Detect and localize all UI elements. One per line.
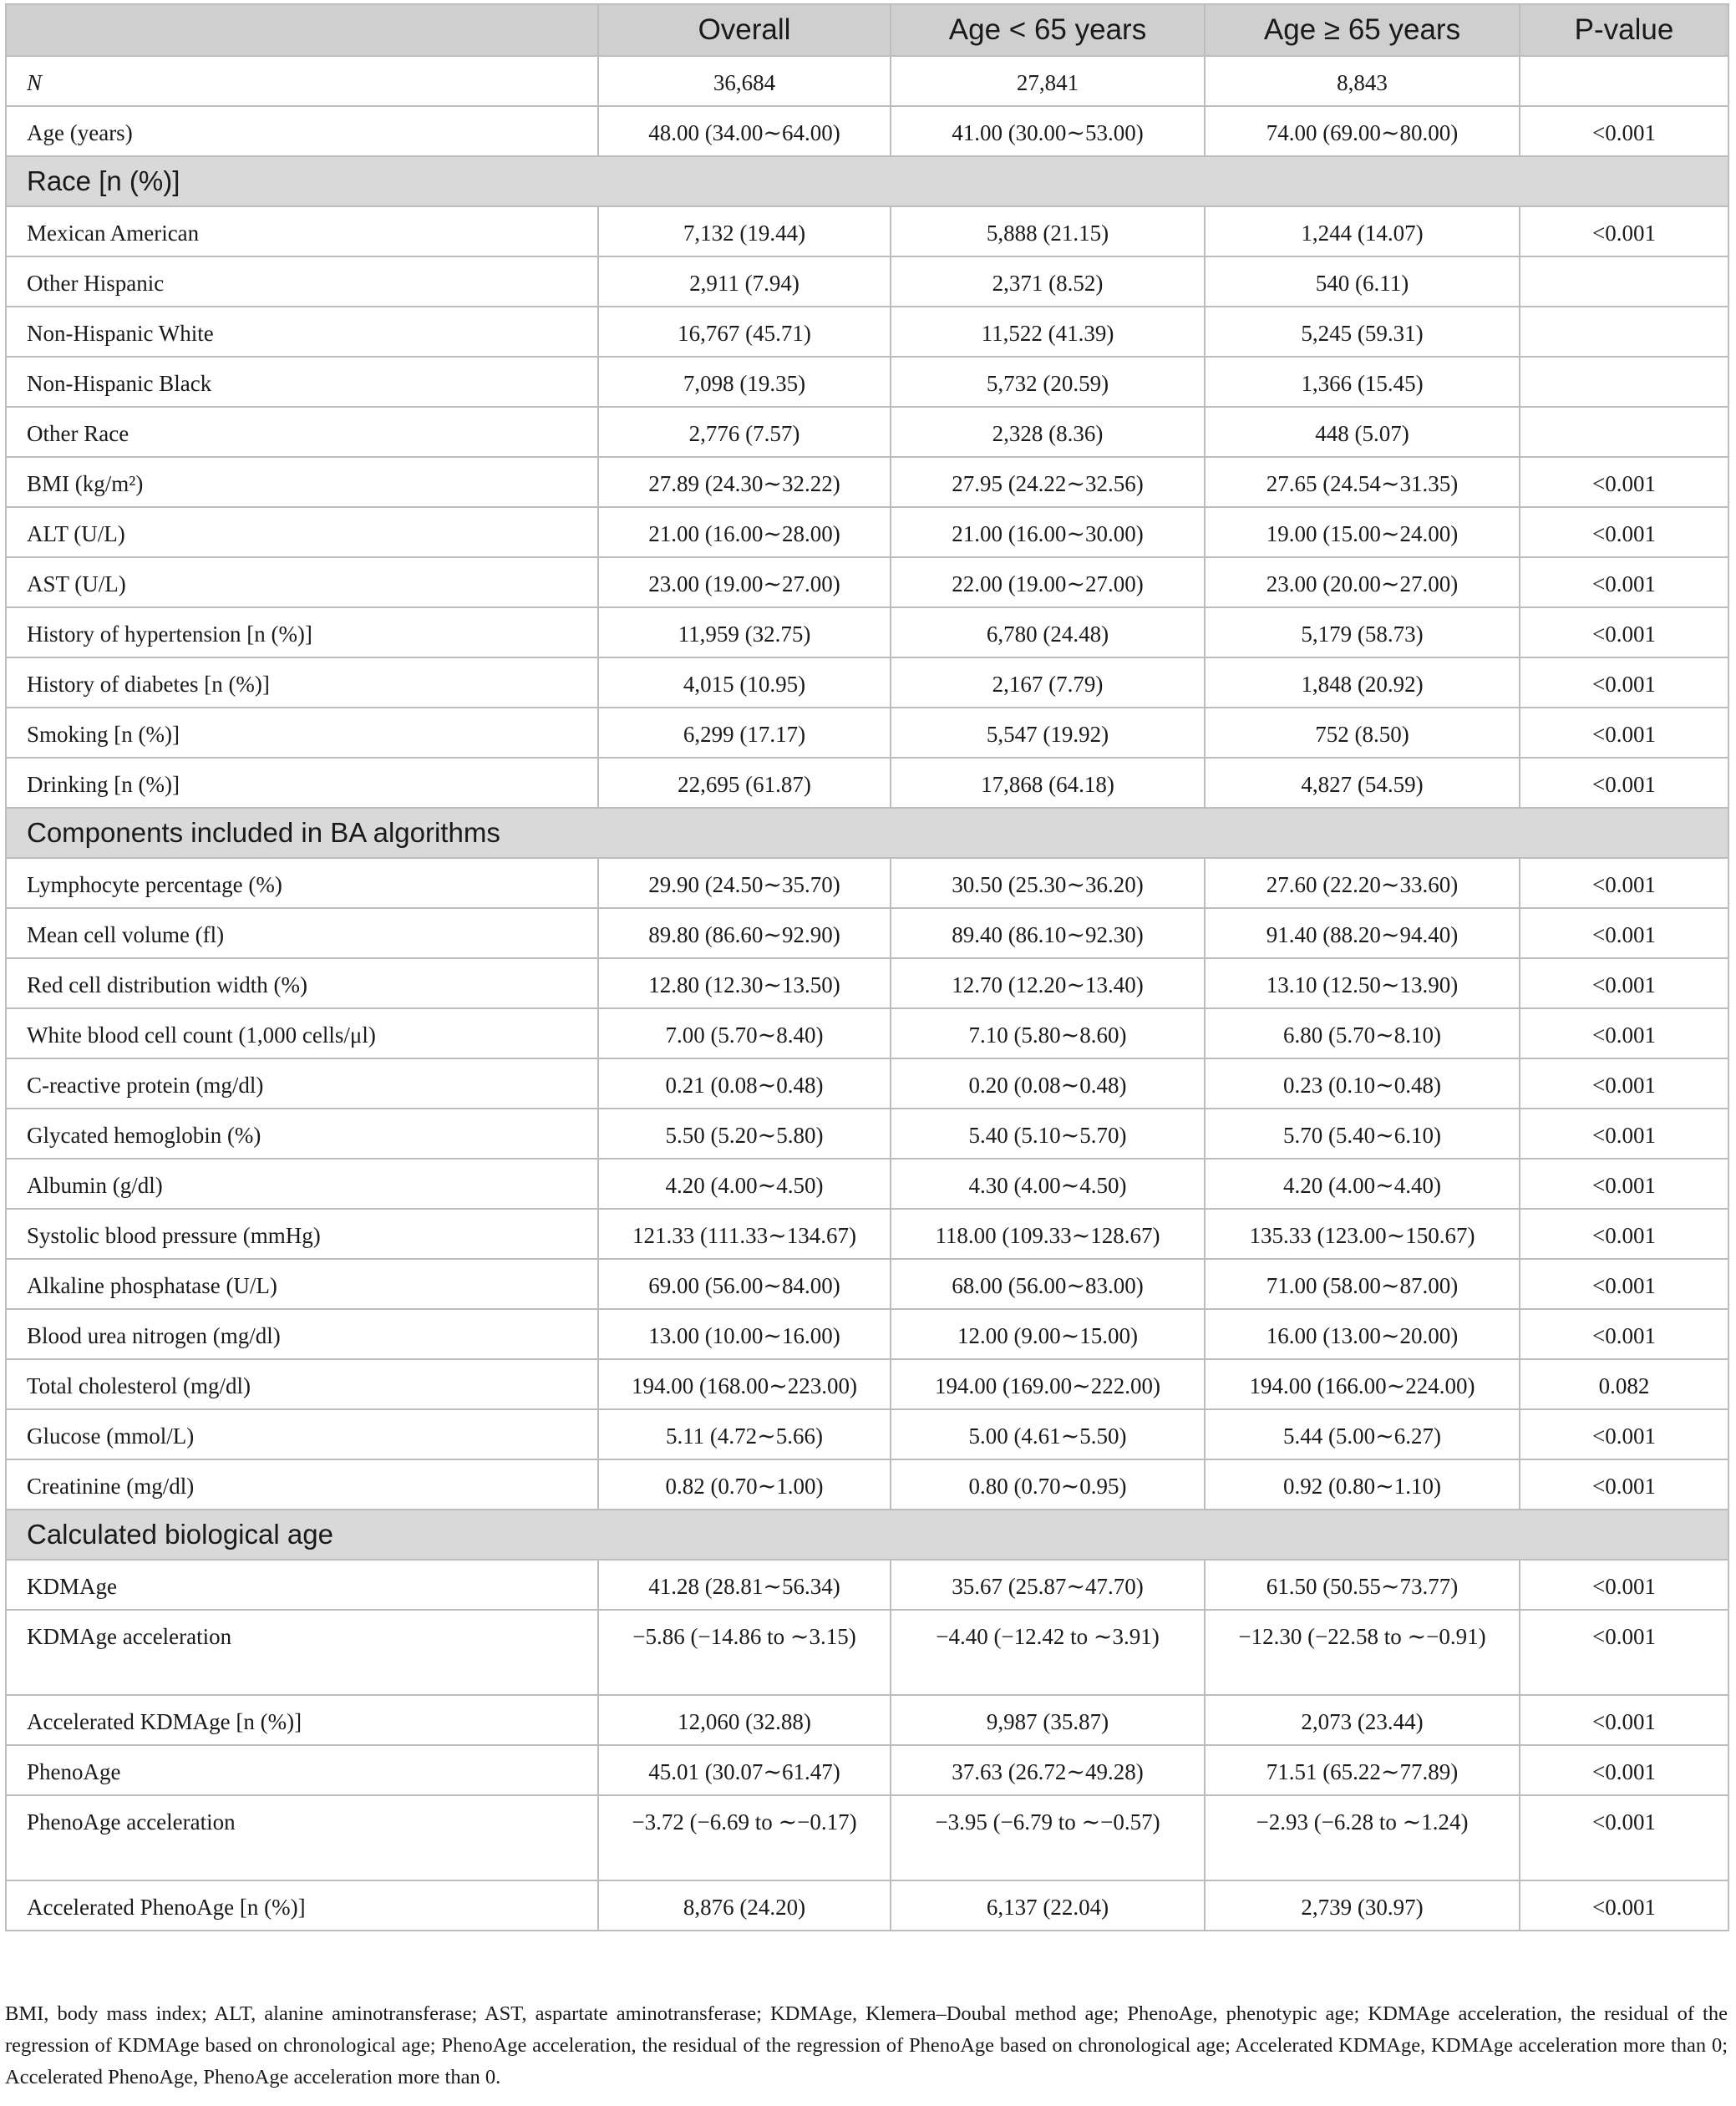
table-row [6, 1309, 1728, 1359]
table-row [6, 1109, 1728, 1159]
row-label: Lymphocyte percentage (%) [6, 858, 598, 908]
cell-p-value: <0.001 [1520, 1109, 1728, 1159]
cell-65-plus: 540 (6.11) [1205, 256, 1520, 307]
cell-65-plus: 0.92 (0.80∼1.10) [1205, 1459, 1520, 1510]
table-row [6, 307, 1728, 357]
table-row [6, 557, 1728, 607]
cell-under-65: 12.00 (9.00∼15.00) [891, 1309, 1205, 1359]
cell-under-65: 0.20 (0.08∼0.48) [891, 1058, 1205, 1109]
cell-overall: 12,060 (32.88) [598, 1695, 891, 1745]
row-label: Other Race [6, 407, 598, 457]
cell-p-value: <0.001 [1520, 1008, 1728, 1058]
table-row [6, 106, 1728, 156]
cell-under-65: 5,547 (19.92) [891, 708, 1205, 758]
cell-65-plus: 0.23 (0.10∼0.48) [1205, 1058, 1520, 1109]
row-label: History of hypertension [n (%)] [6, 607, 598, 657]
cell-65-plus: 23.00 (20.00∼27.00) [1205, 557, 1520, 607]
cell-overall: 21.00 (16.00∼28.00) [598, 507, 891, 557]
cell-p-value [1520, 56, 1728, 106]
cell-p-value: <0.001 [1520, 557, 1728, 607]
section-header-label: Components included in BA algorithms [6, 808, 1728, 858]
table-row [6, 56, 1728, 106]
table-row [6, 1409, 1728, 1459]
cell-overall: 4.20 (4.00∼4.50) [598, 1159, 891, 1209]
header-cell-p-value: P-value [1520, 4, 1728, 56]
cell-under-65: 27,841 [891, 56, 1205, 106]
row-label: BMI (kg/m²) [6, 457, 598, 507]
cell-overall: 41.28 (28.81∼56.34) [598, 1560, 891, 1610]
cell-overall: 11,959 (32.75) [598, 607, 891, 657]
cell-65-plus: 1,244 (14.07) [1205, 206, 1520, 256]
cell-p-value: <0.001 [1520, 1259, 1728, 1309]
row-label: Total cholesterol (mg/dl) [6, 1359, 598, 1409]
cell-under-65: −3.95 (−6.79 to ∼−0.57) [891, 1795, 1205, 1880]
cell-overall: 16,767 (45.71) [598, 307, 891, 357]
cell-overall: 6,299 (17.17) [598, 708, 891, 758]
cell-p-value: <0.001 [1520, 1560, 1728, 1610]
cell-overall: 7.00 (5.70∼8.40) [598, 1008, 891, 1058]
cell-overall: 2,776 (7.57) [598, 407, 891, 457]
cell-p-value: <0.001 [1520, 457, 1728, 507]
table-header [6, 4, 1728, 56]
row-label: Alkaline phosphatase (U/L) [6, 1259, 598, 1309]
row-label: Other Hispanic [6, 256, 598, 307]
cell-under-65: 41.00 (30.00∼53.00) [891, 106, 1205, 156]
cell-p-value: 0.082 [1520, 1359, 1728, 1409]
cell-65-plus: 16.00 (13.00∼20.00) [1205, 1309, 1520, 1359]
table-row [6, 708, 1728, 758]
table-row [6, 256, 1728, 307]
header-cell-empty [6, 4, 598, 56]
table-row [6, 1795, 1728, 1880]
cell-under-65: 11,522 (41.39) [891, 307, 1205, 357]
table-row [6, 1560, 1728, 1610]
cell-65-plus: 13.10 (12.50∼13.90) [1205, 958, 1520, 1008]
table-row [6, 1359, 1728, 1409]
cell-65-plus: 5.44 (5.00∼6.27) [1205, 1409, 1520, 1459]
cell-overall: 12.80 (12.30∼13.50) [598, 958, 891, 1008]
cell-p-value: <0.001 [1520, 507, 1728, 557]
section-header-row [6, 1510, 1728, 1560]
cell-overall: 45.01 (30.07∼61.47) [598, 1745, 891, 1795]
cell-65-plus: 4,827 (54.59) [1205, 758, 1520, 808]
table-row [6, 758, 1728, 808]
cell-overall: 48.00 (34.00∼64.00) [598, 106, 891, 156]
row-label: ALT (U/L) [6, 507, 598, 557]
cell-overall: 22,695 (61.87) [598, 758, 891, 808]
row-label: Non-Hispanic White [6, 307, 598, 357]
cell-overall: 0.21 (0.08∼0.48) [598, 1058, 891, 1109]
table-row [6, 607, 1728, 657]
table-row [6, 1209, 1728, 1259]
table-row [6, 908, 1728, 958]
cell-p-value: <0.001 [1520, 1880, 1728, 1931]
row-label: PhenoAge [6, 1745, 598, 1795]
table-row [6, 457, 1728, 507]
cell-overall: 4,015 (10.95) [598, 657, 891, 708]
table-footnote: BMI, body mass index; ALT, alanine aminotransferase; AST, aspartate aminotransferase; KDMAge, Klemera–Doubal method age; PhenoAge, phenotypic age; KDMAge acceleration, the residual of the regression of KDMAge based on chronological age; PhenoAge acceleration, the residual of the regression of PhenoAge based on chronological age; Accelerated KDMAge, KDMAge acceleration more than 0; Accelerated PhenoAge, PhenoAge acceleration more than 0. [5, 2002, 1728, 2088]
row-label: Systolic blood pressure (mmHg) [6, 1209, 598, 1259]
table-body [6, 56, 1728, 1931]
row-label: Albumin (g/dl) [6, 1159, 598, 1209]
cell-65-plus: 5,179 (58.73) [1205, 607, 1520, 657]
cell-65-plus: 27.60 (22.20∼33.60) [1205, 858, 1520, 908]
section-header-row [6, 156, 1728, 206]
cell-p-value: <0.001 [1520, 1159, 1728, 1209]
cell-under-65: 0.80 (0.70∼0.95) [891, 1459, 1205, 1510]
table-row [6, 1459, 1728, 1510]
row-label: KDMAge acceleration [6, 1610, 598, 1695]
cell-under-65: 68.00 (56.00∼83.00) [891, 1259, 1205, 1309]
cell-p-value: <0.001 [1520, 1209, 1728, 1259]
cell-under-65: 5,732 (20.59) [891, 357, 1205, 407]
cell-65-plus: 5,245 (59.31) [1205, 307, 1520, 357]
cell-overall: 89.80 (86.60∼92.90) [598, 908, 891, 958]
section-header-row [6, 808, 1728, 858]
header-cell-overall: Overall [598, 4, 891, 56]
row-label: N [6, 56, 598, 106]
cell-under-65: −4.40 (−12.42 to ∼3.91) [891, 1610, 1205, 1695]
row-label: Glycated hemoglobin (%) [6, 1109, 598, 1159]
cell-overall: 121.33 (111.33∼134.67) [598, 1209, 891, 1259]
cell-overall: 5.50 (5.20∼5.80) [598, 1109, 891, 1159]
cell-under-65: 2,371 (8.52) [891, 256, 1205, 307]
cell-p-value: <0.001 [1520, 1745, 1728, 1795]
cell-65-plus: 4.20 (4.00∼4.40) [1205, 1159, 1520, 1209]
header-row [6, 4, 1728, 56]
cell-65-plus: 752 (8.50) [1205, 708, 1520, 758]
cell-65-plus: 1,848 (20.92) [1205, 657, 1520, 708]
row-label: Accelerated KDMAge [n (%)] [6, 1695, 598, 1745]
cell-overall: 194.00 (168.00∼223.00) [598, 1359, 891, 1409]
table-row [6, 1058, 1728, 1109]
cell-under-65: 17,868 (64.18) [891, 758, 1205, 808]
cell-p-value: <0.001 [1520, 1058, 1728, 1109]
table-row [6, 1008, 1728, 1058]
cell-overall: 27.89 (24.30∼32.22) [598, 457, 891, 507]
row-label: Mean cell volume (fl) [6, 908, 598, 958]
cell-65-plus: 71.00 (58.00∼87.00) [1205, 1259, 1520, 1309]
table-row [6, 507, 1728, 557]
table-row [6, 357, 1728, 407]
cell-under-65: 194.00 (169.00∼222.00) [891, 1359, 1205, 1409]
table-row [6, 407, 1728, 457]
cell-under-65: 89.40 (86.10∼92.30) [891, 908, 1205, 958]
cell-p-value [1520, 357, 1728, 407]
cell-overall: 29.90 (24.50∼35.70) [598, 858, 891, 908]
cell-overall: 0.82 (0.70∼1.00) [598, 1459, 891, 1510]
cell-p-value: <0.001 [1520, 908, 1728, 958]
cell-p-value: <0.001 [1520, 758, 1728, 808]
table-row [6, 858, 1728, 908]
cell-under-65: 5.40 (5.10∼5.70) [891, 1109, 1205, 1159]
table-row [6, 1880, 1728, 1931]
section-header-label: Calculated biological age [6, 1510, 1728, 1560]
cell-under-65: 4.30 (4.00∼4.50) [891, 1159, 1205, 1209]
cell-65-plus: −2.93 (−6.28 to ∼1.24) [1205, 1795, 1520, 1880]
row-label: PhenoAge acceleration [6, 1795, 598, 1880]
table-container [5, 3, 1728, 1931]
table-row [6, 1159, 1728, 1209]
cell-under-65: 9,987 (35.87) [891, 1695, 1205, 1745]
row-label: White blood cell count (1,000 cells/μl) [6, 1008, 598, 1058]
cell-65-plus: −12.30 (−22.58 to ∼−0.91) [1205, 1610, 1520, 1695]
cell-p-value: <0.001 [1520, 1695, 1728, 1745]
cell-under-65: 2,167 (7.79) [891, 657, 1205, 708]
cell-65-plus: 61.50 (50.55∼73.77) [1205, 1560, 1520, 1610]
row-label: Smoking [n (%)] [6, 708, 598, 758]
cell-65-plus: 1,366 (15.45) [1205, 357, 1520, 407]
cell-p-value [1520, 407, 1728, 457]
cell-p-value: <0.001 [1520, 958, 1728, 1008]
cell-under-65: 6,137 (22.04) [891, 1880, 1205, 1931]
cell-overall: 13.00 (10.00∼16.00) [598, 1309, 891, 1359]
row-label: Creatinine (mg/dl) [6, 1459, 598, 1510]
cell-65-plus: 448 (5.07) [1205, 407, 1520, 457]
cell-under-65: 30.50 (25.30∼36.20) [891, 858, 1205, 908]
cell-overall: 69.00 (56.00∼84.00) [598, 1259, 891, 1309]
characteristics-table [5, 3, 1729, 1931]
cell-under-65: 6,780 (24.48) [891, 607, 1205, 657]
cell-under-65: 7.10 (5.80∼8.60) [891, 1008, 1205, 1058]
row-label: KDMAge [6, 1560, 598, 1610]
cell-overall: 36,684 [598, 56, 891, 106]
cell-overall: 23.00 (19.00∼27.00) [598, 557, 891, 607]
cell-under-65: 12.70 (12.20∼13.40) [891, 958, 1205, 1008]
cell-65-plus: 2,739 (30.97) [1205, 1880, 1520, 1931]
cell-p-value: <0.001 [1520, 1459, 1728, 1510]
cell-overall: −3.72 (−6.69 to ∼−0.17) [598, 1795, 891, 1880]
cell-p-value: <0.001 [1520, 1309, 1728, 1359]
cell-under-65: 5.00 (4.61∼5.50) [891, 1409, 1205, 1459]
cell-p-value [1520, 256, 1728, 307]
cell-under-65: 27.95 (24.22∼32.56) [891, 457, 1205, 507]
cell-p-value: <0.001 [1520, 1409, 1728, 1459]
table-row [6, 1695, 1728, 1745]
table-row [6, 206, 1728, 256]
row-label: Drinking [n (%)] [6, 758, 598, 808]
cell-under-65: 21.00 (16.00∼30.00) [891, 507, 1205, 557]
cell-under-65: 22.00 (19.00∼27.00) [891, 557, 1205, 607]
row-label: History of diabetes [n (%)] [6, 657, 598, 708]
cell-overall: 2,911 (7.94) [598, 256, 891, 307]
cell-under-65: 5,888 (21.15) [891, 206, 1205, 256]
cell-p-value: <0.001 [1520, 106, 1728, 156]
cell-overall: 7,098 (19.35) [598, 357, 891, 407]
header-cell-under-65: Age < 65 years [891, 4, 1205, 56]
row-label: Red cell distribution width (%) [6, 958, 598, 1008]
row-label: C-reactive protein (mg/dl) [6, 1058, 598, 1109]
cell-p-value [1520, 307, 1728, 357]
cell-p-value: <0.001 [1520, 1610, 1728, 1695]
cell-p-value: <0.001 [1520, 657, 1728, 708]
row-label: Glucose (mmol/L) [6, 1409, 598, 1459]
cell-65-plus: 71.51 (65.22∼77.89) [1205, 1745, 1520, 1795]
cell-65-plus: 135.33 (123.00∼150.67) [1205, 1209, 1520, 1259]
cell-p-value: <0.001 [1520, 607, 1728, 657]
cell-p-value: <0.001 [1520, 206, 1728, 256]
row-label: Mexican American [6, 206, 598, 256]
row-label: Blood urea nitrogen (mg/dl) [6, 1309, 598, 1359]
table-row [6, 958, 1728, 1008]
header-cell-65-plus: Age ≥ 65 years [1205, 4, 1520, 56]
row-label: Non-Hispanic Black [6, 357, 598, 407]
cell-65-plus: 8,843 [1205, 56, 1520, 106]
cell-p-value: <0.001 [1520, 708, 1728, 758]
cell-65-plus: 19.00 (15.00∼24.00) [1205, 507, 1520, 557]
cell-65-plus: 5.70 (5.40∼6.10) [1205, 1109, 1520, 1159]
cell-65-plus: 27.65 (24.54∼31.35) [1205, 457, 1520, 507]
section-header-label: Race [n (%)] [6, 156, 1728, 206]
cell-65-plus: 91.40 (88.20∼94.40) [1205, 908, 1520, 958]
row-label: Accelerated PhenoAge [n (%)] [6, 1880, 598, 1931]
cell-65-plus: 6.80 (5.70∼8.10) [1205, 1008, 1520, 1058]
cell-overall: −5.86 (−14.86 to ∼3.15) [598, 1610, 891, 1695]
cell-under-65: 35.67 (25.87∼47.70) [891, 1560, 1205, 1610]
table-row [6, 657, 1728, 708]
cell-under-65: 37.63 (26.72∼49.28) [891, 1745, 1205, 1795]
table-row [6, 1745, 1728, 1795]
row-label: Age (years) [6, 106, 598, 156]
table-row [6, 1259, 1728, 1309]
cell-overall: 8,876 (24.20) [598, 1880, 891, 1931]
cell-65-plus: 194.00 (166.00∼224.00) [1205, 1359, 1520, 1409]
cell-under-65: 2,328 (8.36) [891, 407, 1205, 457]
row-label: AST (U/L) [6, 557, 598, 607]
cell-p-value: <0.001 [1520, 1795, 1728, 1880]
cell-65-plus: 74.00 (69.00∼80.00) [1205, 106, 1520, 156]
cell-65-plus: 2,073 (23.44) [1205, 1695, 1520, 1745]
cell-overall: 5.11 (4.72∼5.66) [598, 1409, 891, 1459]
cell-p-value: <0.001 [1520, 858, 1728, 908]
table-row [6, 1610, 1728, 1695]
cell-under-65: 118.00 (109.33∼128.67) [891, 1209, 1205, 1259]
cell-overall: 7,132 (19.44) [598, 206, 891, 256]
